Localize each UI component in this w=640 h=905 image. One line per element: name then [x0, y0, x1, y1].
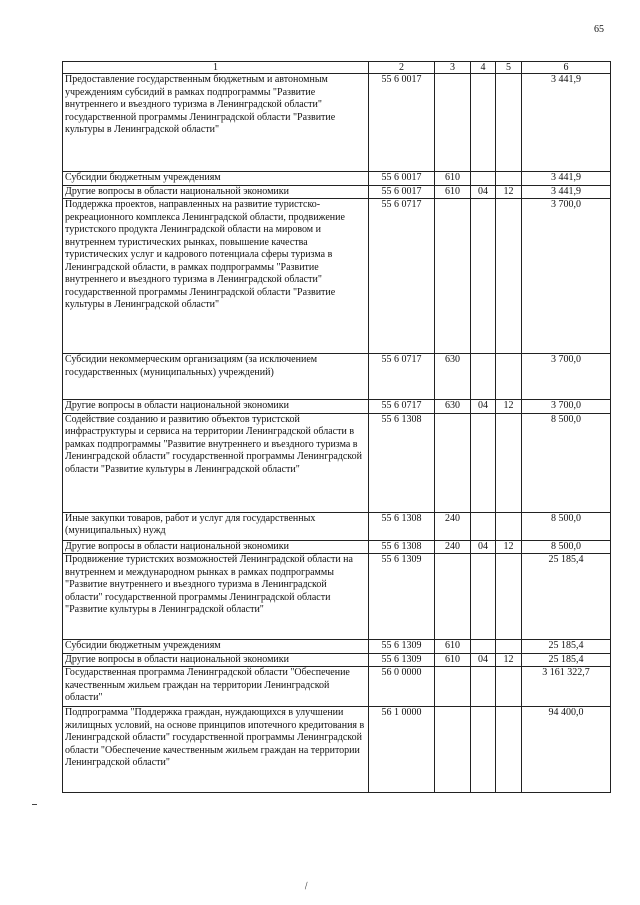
row-expense-type: [435, 74, 471, 172]
row-name: Другие вопросы в области национальной экономики: [63, 540, 369, 554]
table-row: [63, 400, 611, 414]
row-name: Продвижение туристских возможностей Ленинградской области на внутреннем и международном рынках в рамках подпрограммы "Развитие внутреннего и въездного туризма в Ленинградской области" государственной программы Ленинградской области "Развитие культуры в Ленинградской области": [63, 554, 369, 640]
table-row: [63, 413, 611, 512]
row-subsection: [496, 707, 522, 793]
row-expense-type: 610: [435, 640, 471, 654]
row-name: Содействие созданию и развитию объектов туристской инфраструктуры и сервиса на территории Ленинградской области в рамках подпрограммы "Развитие внутреннего и въездного туризма в Ленинградской области" государственной программы Ленинградской области "Развитие культуры в Ленинградской области": [63, 413, 369, 512]
header-col-3: 3: [435, 62, 471, 74]
row-amount: 8 500,0: [522, 540, 611, 554]
row-section: [471, 512, 496, 540]
header-col-1: 1: [63, 62, 369, 74]
table-header-row: [63, 62, 611, 74]
row-target-code: 55 6 1309: [369, 653, 435, 667]
row-subsection: [496, 667, 522, 707]
row-subsection: [496, 413, 522, 512]
row-amount: 3 700,0: [522, 354, 611, 400]
row-target-code: 55 6 0017: [369, 172, 435, 186]
row-expense-type: [435, 199, 471, 354]
table-row: [63, 640, 611, 654]
header-col-6: 6: [522, 62, 611, 74]
row-section: [471, 667, 496, 707]
row-name: Подпрограмма "Поддержка граждан, нуждающихся в улучшении жилищных условий, на основе принципов ипотечного кредитования в Ленинградской области" государственной программы Ленинградской области "Обеспечение качественным жильем граждан на территории Ленинградской области": [63, 707, 369, 793]
row-subsection: [496, 512, 522, 540]
row-amount: 25 185,4: [522, 554, 611, 640]
header-col-4: 4: [471, 62, 496, 74]
row-section: [471, 199, 496, 354]
row-name: Поддержка проектов, направленных на развитие туристско-рекреационного комплекса Ленинградской области, продвижение туристского продукта Ленинградской области на мировом и внутреннем туристических рынках, повышение качества туристических услуг и кадрового потенциала сферы туризма в Ленинградской области, в рамках подпрограммы "Развитие внутреннего и въездного туризма в Ленинградской области" государственной программы Ленинградской области "Развитие культуры в Ленинградской области": [63, 199, 369, 354]
table-row: [63, 172, 611, 186]
row-name: Другие вопросы в области национальной экономики: [63, 400, 369, 414]
row-expense-type: 610: [435, 653, 471, 667]
table-row: [63, 185, 611, 199]
row-section: [471, 74, 496, 172]
row-subsection: [496, 172, 522, 186]
table-row: [63, 512, 611, 540]
row-amount: 3 700,0: [522, 199, 611, 354]
row-section: 04: [471, 400, 496, 414]
row-subsection: 12: [496, 185, 522, 199]
row-name: Иные закупки товаров, работ и услуг для государственных (муниципальных) нужд: [63, 512, 369, 540]
row-amount: 94 400,0: [522, 707, 611, 793]
row-name: Субсидии некоммерческим организациям (за исключением государственных (муниципальных) учреждений): [63, 354, 369, 400]
row-target-code: 55 6 0717: [369, 400, 435, 414]
row-target-code: 55 6 0717: [369, 199, 435, 354]
row-target-code: 55 6 0017: [369, 185, 435, 199]
table-row: [63, 74, 611, 172]
row-target-code: 55 6 1309: [369, 554, 435, 640]
row-amount: 8 500,0: [522, 413, 611, 512]
row-amount: 3 161 322,7: [522, 667, 611, 707]
row-target-code: 55 6 1308: [369, 540, 435, 554]
row-section: 04: [471, 653, 496, 667]
margin-tick-mark: [32, 804, 37, 805]
row-expense-type: 240: [435, 540, 471, 554]
row-amount: 3 441,9: [522, 185, 611, 199]
row-section: [471, 172, 496, 186]
row-target-code: 55 6 0017: [369, 74, 435, 172]
table-row: [63, 554, 611, 640]
row-name: Субсидии бюджетным учреждениям: [63, 172, 369, 186]
row-expense-type: 630: [435, 400, 471, 414]
budget-table: [62, 61, 611, 793]
table-body: [63, 74, 611, 793]
row-section: [471, 413, 496, 512]
row-section: 04: [471, 540, 496, 554]
bottom-pen-mark: \: [301, 880, 311, 892]
page-number: 65: [594, 24, 604, 35]
row-name: Государственная программа Ленинградской области "Обеспечение качественным жильем граждан на территории Ленинградской области": [63, 667, 369, 707]
row-amount: 3 441,9: [522, 74, 611, 172]
row-expense-type: [435, 707, 471, 793]
row-name: Другие вопросы в области национальной экономики: [63, 653, 369, 667]
row-target-code: 56 1 0000: [369, 707, 435, 793]
row-expense-type: 630: [435, 354, 471, 400]
table-row: [63, 667, 611, 707]
row-name: Другие вопросы в области национальной экономики: [63, 185, 369, 199]
row-amount: 3 441,9: [522, 172, 611, 186]
table-row: [63, 354, 611, 400]
row-amount: 25 185,4: [522, 640, 611, 654]
row-amount: 3 700,0: [522, 400, 611, 414]
row-amount: 8 500,0: [522, 512, 611, 540]
row-target-code: 56 0 0000: [369, 667, 435, 707]
row-target-code: 55 6 0717: [369, 354, 435, 400]
row-expense-type: [435, 667, 471, 707]
row-expense-type: [435, 413, 471, 512]
header-col-2: 2: [369, 62, 435, 74]
row-target-code: 55 6 1308: [369, 413, 435, 512]
table-row: [63, 653, 611, 667]
row-subsection: [496, 554, 522, 640]
header-col-5: 5: [496, 62, 522, 74]
row-expense-type: 240: [435, 512, 471, 540]
row-subsection: 12: [496, 653, 522, 667]
row-section: [471, 640, 496, 654]
row-name: Предоставление государственным бюджетным и автономным учреждениям субсидий в рамках подпрограммы "Развитие внутреннего и въездного туризма в Ленинградской области" государственной программы Ленинградской области "Развитие культуры в Ленинградской области": [63, 74, 369, 172]
row-section: 04: [471, 185, 496, 199]
row-section: [471, 354, 496, 400]
row-expense-type: 610: [435, 172, 471, 186]
row-expense-type: [435, 554, 471, 640]
row-subsection: [496, 199, 522, 354]
table-row: [63, 540, 611, 554]
row-subsection: 12: [496, 400, 522, 414]
row-subsection: [496, 640, 522, 654]
row-subsection: [496, 354, 522, 400]
row-section: [471, 554, 496, 640]
row-target-code: 55 6 1309: [369, 640, 435, 654]
table-row: [63, 199, 611, 354]
row-amount: 25 185,4: [522, 653, 611, 667]
row-target-code: 55 6 1308: [369, 512, 435, 540]
row-subsection: 12: [496, 540, 522, 554]
row-section: [471, 707, 496, 793]
row-name: Субсидии бюджетным учреждениям: [63, 640, 369, 654]
table-row: [63, 707, 611, 793]
row-subsection: [496, 74, 522, 172]
row-expense-type: 610: [435, 185, 471, 199]
